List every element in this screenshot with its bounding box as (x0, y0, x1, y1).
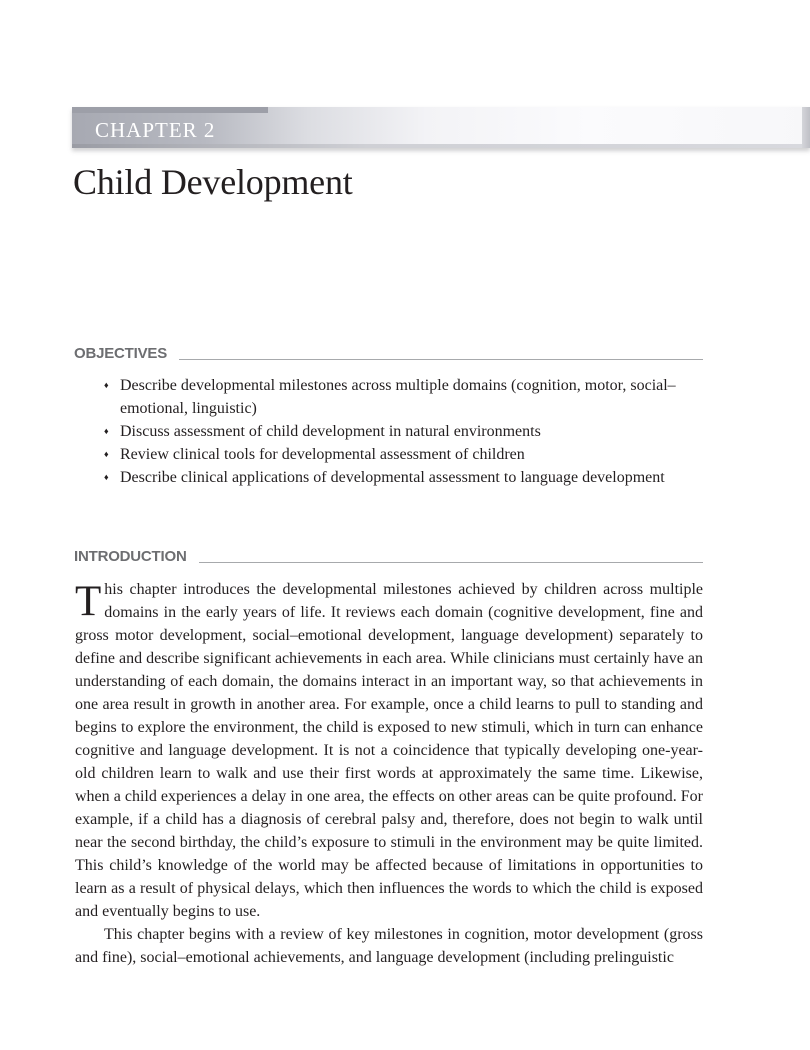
objective-text: Discuss assessment of child development in natural environments (120, 423, 541, 440)
banner-right-edge (802, 107, 810, 148)
objective-text: Describe developmental milestones across multiple domains (cognition, motor, social–emotional, linguistic) (120, 377, 676, 417)
introduction-body (75, 578, 703, 969)
chapter-label: CHAPTER 2 (95, 118, 216, 142)
heading-rule-divider (199, 562, 703, 563)
objective-item (104, 420, 704, 443)
objective-text: Review clinical tools for developmental assessment of children (120, 446, 525, 463)
diamond-bullet-icon: ♦ (104, 449, 109, 459)
paragraph-1-text: his chapter introduces the developmental milestones achieved by children across multiple domains in the early years of life. It reviews each domain (cognitive development, fine and gross motor development, social–emotional development, language development) separately to define and describe significant achievements in each area. While clinicians must certainly have an understanding of each domain, the domains interact in an important way, so that achievements in one area result in growth in another area. For example, once a child learns to pull to standing and begins to explore the environment, the child is exposed to new stimuli, which in turn can enhance cognitive and language development. It is not a coincidence that typically developing one-year-old children learn to walk and use their first words at approximately the same time. Likewise, when a child experiences a delay in one area, the effects on other areas can be quite profound. For example, if a child has a diagnosis of cerebral palsy and, therefore, does not begin to walk until near the second birthday, the child’s exposure to stimuli in the environment may be quite limited. This child’s knowledge of the world may be affected because of limitations in opportunities to learn as a result of physical delays, which then influences the words to which the child is exposed and eventually begins to use. (75, 581, 703, 920)
introduction-heading-label: INTRODUCTION (74, 548, 187, 565)
objective-item (104, 374, 704, 420)
objectives-list (104, 374, 704, 489)
objective-text: Describe clinical applications of developmental assessment to language development (120, 469, 665, 486)
drop-cap: T (75, 578, 102, 625)
objectives-heading-label: OBJECTIVES (74, 345, 168, 362)
introduction-paragraph-1 (75, 578, 703, 923)
chapter-title: Child Development (73, 162, 353, 202)
chapter-banner (72, 107, 810, 148)
heading-rule-divider (179, 359, 703, 360)
introduction-heading (74, 546, 703, 566)
objective-item (104, 466, 704, 489)
diamond-bullet-icon: ♦ (104, 426, 109, 436)
diamond-bullet-icon: ♦ (104, 472, 109, 482)
banner-accent-strip (72, 107, 268, 113)
introduction-paragraph-2: This chapter begins with a review of key milestones in cognition, motor development (gross and fine), social–emotional achievements, and language development (including prelinguistic (75, 926, 703, 966)
banner-bottom-edge (72, 144, 810, 148)
diamond-bullet-icon: ♦ (104, 380, 109, 390)
objectives-heading (74, 343, 703, 363)
objective-item (104, 443, 704, 466)
